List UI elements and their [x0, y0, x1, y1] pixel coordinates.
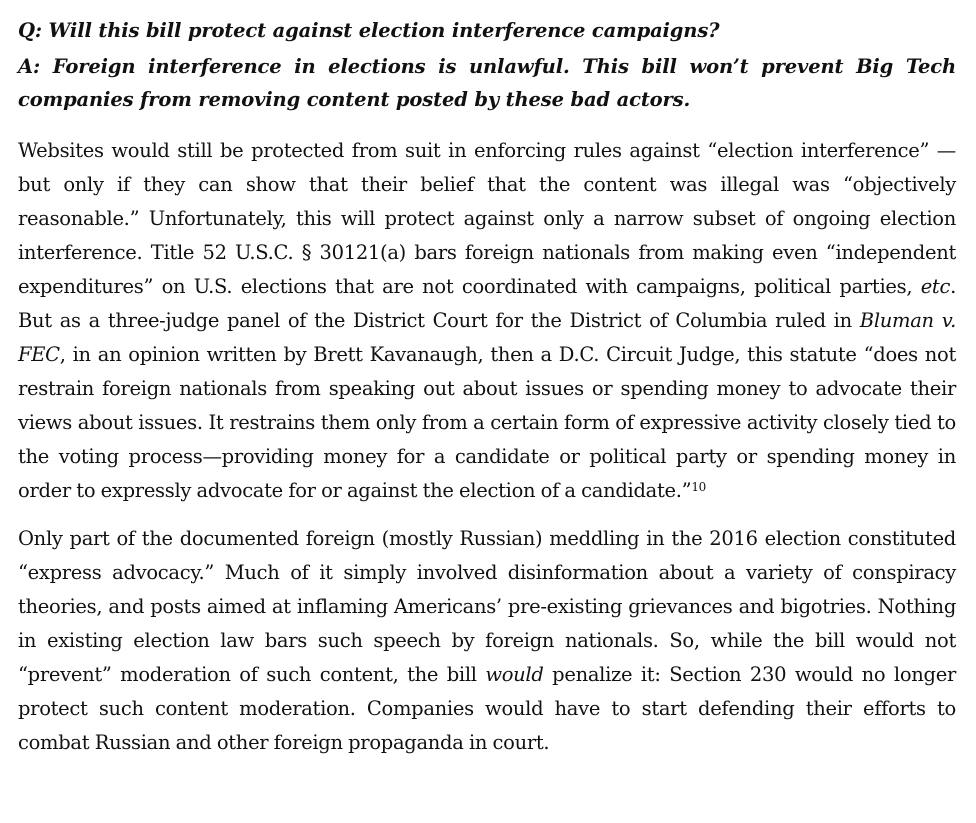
paragraph-1-text-3: , in an opinion written by Brett Kavanaugh, then a D.C. Circuit Judge, this statute “does not restrain foreign nationals from speaking out about issues or spending money to advocate their views about issues. It restrains them only from a certain form of expressive activity closely tied to the voting process—providing money for a candidate or political party or spending money in order to expressly advocate for or against the election of a candidate.”: [18, 343, 956, 502]
paragraph-2-text-2: penalize it: Section 230 would no longer protect such content moderation. Companies would have to start defending their efforts to combat Russian and other foreign propaganda in court.: [18, 663, 957, 754]
paragraph-1: [18, 134, 956, 508]
would-italic: would: [485, 663, 544, 686]
paragraph-2-text-1: Only part of the documented foreign (mostly Russian) meddling in the 2016 election constituted “express advocacy.” Much of it simply involved disinformation about a variety of conspiracy theories, and posts aimed at inflaming Americans’ pre-existing grievances and bigotries. Nothing in existing election law bars such speech by foreign nationals. So, while the bill would not “prevent” moderation of such content, the bill: [18, 527, 956, 686]
paragraph-1-text-1: Websites would still be protected from suit in enforcing rules against “election interference” — but only if they can show that their belief that the content was illegal was “objectively reasonable.” Unfortunately, this will protect against only a narrow subset of ongoing election interference. Title 52 U.S.C. § 30121(a) bars foreign nationals from making even “independent expenditures” on U.S. elections that are not coordinated with campaigns, political parties,: [18, 139, 956, 298]
footnote-marker[interactable]: 10: [691, 480, 706, 494]
case-name-italic: Bluman v. FEC: [18, 309, 957, 366]
paragraph-1-text-2: . But as a three-judge panel of the District Court for the District of Columbia ruled in: [18, 275, 956, 332]
answer-heading: A: Foreign interference in elections is unlawful. This bill won’t prevent Big Tech companies from removing content posted by these bad actors.: [18, 55, 956, 111]
document-body: [18, 14, 956, 760]
question-heading: Q: Will this bill protect against election interference campaigns?: [18, 19, 720, 42]
paragraph-2: [18, 522, 956, 760]
etc-italic: etc: [920, 275, 951, 298]
